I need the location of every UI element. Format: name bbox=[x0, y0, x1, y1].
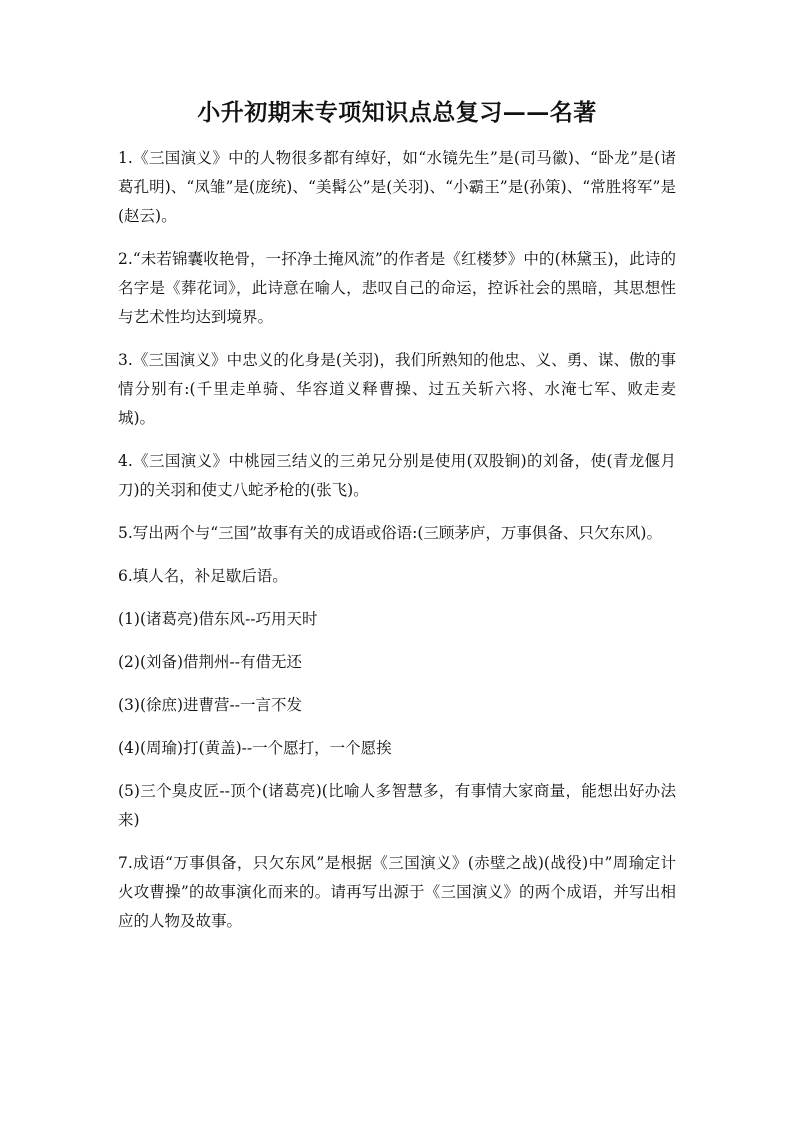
list-item-2: (2)(刘备)借荆州--有借无还 bbox=[118, 653, 303, 671]
page-title: 小升初期末专项知识点总复习——名著 bbox=[197, 99, 597, 126]
paragraph-5: 5.写出两个与“三国”故事有关的成语或俗语:(三顾茅庐，万事俱备、只欠东风)。 bbox=[118, 524, 662, 542]
paragraph-3: 3.《三国演义》中忠义的化身是(关羽)，我们所熟知的他忠、义、勇、谋、傲的事情分别有:(千里走单骑、华容道义释曹操、过五关斩六将、水淹七军、败走麦城)。 bbox=[118, 351, 676, 427]
list-item-1: (1)(诸葛亮)借东风--巧用天时 bbox=[118, 610, 318, 628]
paragraph-1: 1.《三国演义》中的人物很多都有绰好，如“水镜先生”是(司马徽)、“卧龙”是(诸葛孔明)、“凤雏”是(庞统)、“美髯公”是(关羽)、“小霸王”是(孙策)、“常胜将军”是(赵云)。 bbox=[118, 149, 676, 225]
paragraph-6: 6.填人名，补足歇后语。 bbox=[118, 567, 288, 585]
list-item-3: (3)(徐庶)进曹营--一言不发 bbox=[118, 696, 303, 714]
paragraph-4: 4.《三国演义》中桃园三结义的三弟兄分别是使用(双股锏)的刘备，使(青龙偃月刀)的关羽和使丈八蛇矛枪的(张飞)。 bbox=[118, 452, 676, 499]
paragraph-7: 7.成语“万事俱备，只欠东风”是根据《三国演义》(赤壁之战)(战役)中”周瑜定计火攻曹操”的故事演化而来的。请再写出源于《三国演义》的两个成语，并写出相应的人物及故事。 bbox=[118, 854, 676, 930]
paragraph-2: 2.“未若锦囊收艳骨，一抔净土掩风流”的作者是《红楼梦》中的(林黛玉)，此诗的名字是《葬花词》，此诗意在喻人，悲叹自己的命运，控诉社会的黑暗，其思想性与艺术性均达到境界。 bbox=[118, 250, 676, 326]
list-item-4: (4)(周瑜)打(黄盖)--一个愿打，一个愿挨 bbox=[118, 739, 392, 757]
list-item-5: (5)三个臭皮匠--顶个(诸葛亮)(比喻人多智慧多，有事情大家商量，能想出好办法来) bbox=[118, 782, 676, 829]
